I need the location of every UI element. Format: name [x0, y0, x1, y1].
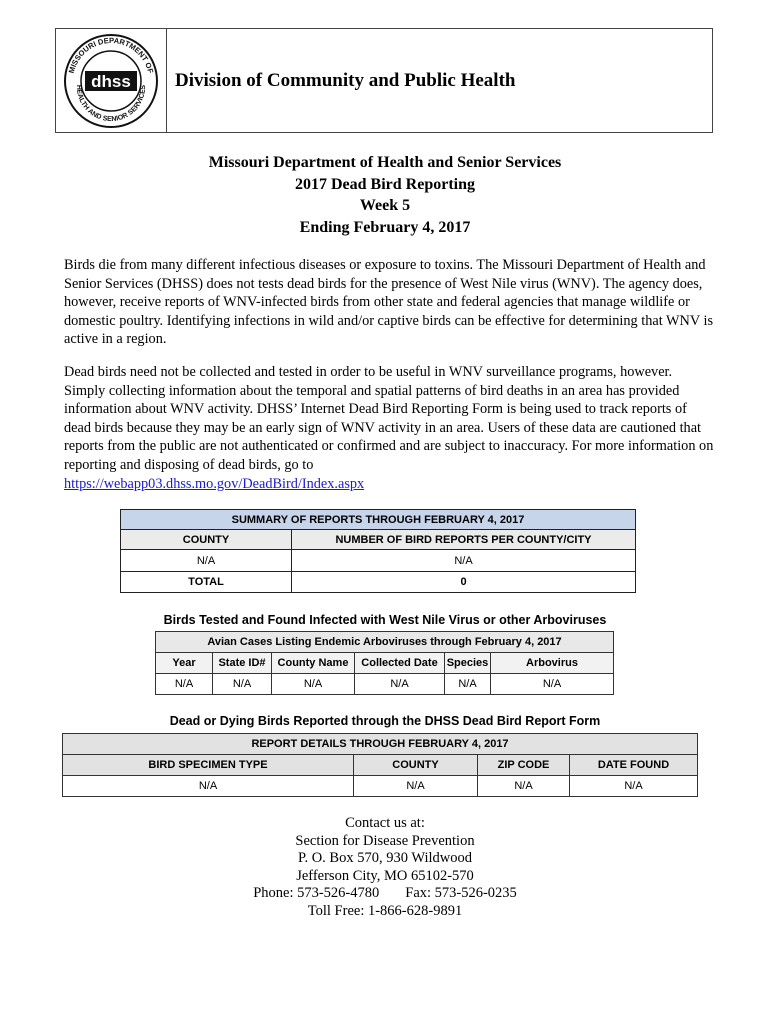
dead-county-header: COUNTY: [354, 755, 478, 776]
contact-line-4: Jefferson City, MO 65102-570: [296, 867, 474, 884]
heading-line-3: Week 5: [359, 197, 411, 214]
zip-code-header: ZIP CODE: [478, 755, 570, 776]
heading-line-1: Missouri Department of Health and Senior Services: [208, 154, 562, 171]
svg-text:dhss: dhss: [91, 71, 131, 91]
species-cell: N/A: [445, 674, 491, 695]
count-cell: N/A: [292, 550, 636, 572]
header-title: Division of Community and Public Health: [175, 69, 516, 91]
dead-bird-form-link[interactable]: https://webapp03.dhss.mo.gov/DeadBird/Index.aspx: [64, 475, 365, 492]
county-header: COUNTY: [121, 530, 292, 550]
county-name-header: County Name: [272, 653, 355, 674]
summary-table: [120, 509, 636, 593]
svg-text:MISSOURI DEPARTMENT OF: MISSOURI DEPARTMENT OF: [66, 35, 156, 74]
county-name-cell: N/A: [272, 674, 355, 695]
contact-line-1: Contact us at:: [345, 815, 425, 831]
contact-line-3: P. O. Box 570, 930 Wildwood: [298, 850, 472, 867]
specimen-type-cell: N/A: [63, 776, 354, 797]
contact-phone: Phone: 573-526-4780: [253, 885, 380, 902]
collected-date-header: Collected Date: [355, 653, 445, 674]
specimen-type-header: BIRD SPECIMEN TYPE: [63, 755, 354, 776]
contact-tollfree: Toll Free: 1-866-628-9891: [307, 902, 463, 919]
date-found-cell: N/A: [570, 776, 698, 797]
dead-county-cell: N/A: [354, 776, 478, 797]
summary-table-title: SUMMARY OF REPORTS THROUGH FEBRUARY 4, 2017: [121, 510, 636, 530]
date-found-header: DATE FOUND: [570, 755, 698, 776]
contact-phone-fax: [0, 885, 770, 903]
heading-line-4: Ending February 4, 2017: [299, 218, 471, 236]
contact-line-2: Section for Disease Prevention: [295, 832, 475, 849]
report-details-table: [62, 733, 698, 797]
header-box: [55, 28, 713, 133]
logo-cell: [56, 29, 167, 132]
arbovirus-header: Arbovirus: [491, 653, 614, 674]
species-header: Species: [445, 653, 491, 674]
zip-code-cell: N/A: [478, 776, 570, 797]
state-id-cell: N/A: [213, 674, 272, 695]
avian-cases-table: [155, 631, 614, 695]
contact-fax: Fax: 573-526-0235: [405, 885, 517, 902]
dead-birds-section-title: Dead or Dying Birds Reported through the DHSS Dead Bird Report Form: [169, 714, 601, 728]
avian-cases-title: Avian Cases Listing Endemic Arboviruses through February 4, 2017: [156, 632, 614, 653]
year-header: Year: [156, 653, 213, 674]
count-header: NUMBER OF BIRD REPORTS PER COUNTY/CITY: [292, 530, 636, 550]
surveillance-paragraph: [64, 363, 714, 493]
infected-section-title: Birds Tested and Found Infected with West Nile Virus or other Arboviruses: [163, 613, 607, 627]
heading-line-2: 2017 Dead Bird Reporting: [295, 175, 475, 193]
total-value: 0: [292, 572, 636, 593]
total-label: TOTAL: [121, 572, 292, 593]
svg-text:HEALTH AND SENIOR SERVICES: HEALTH AND SENIOR SERVICES: [74, 84, 148, 123]
arbovirus-cell: N/A: [491, 674, 614, 695]
dhss-logo: [61, 31, 161, 131]
year-cell: N/A: [156, 674, 213, 695]
county-cell: N/A: [121, 550, 292, 572]
collected-date-cell: N/A: [355, 674, 445, 695]
report-details-title: REPORT DETAILS THROUGH FEBRUARY 4, 2017: [63, 734, 698, 755]
report-heading: [0, 152, 770, 238]
contact-block: [0, 815, 770, 921]
state-id-header: State ID#: [213, 653, 272, 674]
intro-paragraph: Birds die from many different infectious diseases or exposure to toxins. The Missouri Department of Health and Senior Services (DHSS) does not tests dead birds for the presence of West Nile virus (WNV). The agency does, however, receive reports of WNV-infected birds from other state and federal agencies that manage wildlife or domestic poultry. Identifying infections in wild and/or captive birds can be effective for determining that WNV is active in a region.: [64, 257, 714, 348]
surveillance-text: Dead birds need not be collected and tested in order to be useful in WNV surveillance programs, however. Simply collecting information about the temporal and spatial patterns of bird deaths in an area has provided information about WNV activity. DHSS’ Internet Dead Bird Reporting Form is being used to track reports of dead birds because they may be an early sign of WNV activity in an area. Users of these data are cautioned that reports from the public are not authenticated or confirmed and are subject to inaccuracy. For more information on reporting and disposing of dead birds, go to: [64, 364, 714, 473]
